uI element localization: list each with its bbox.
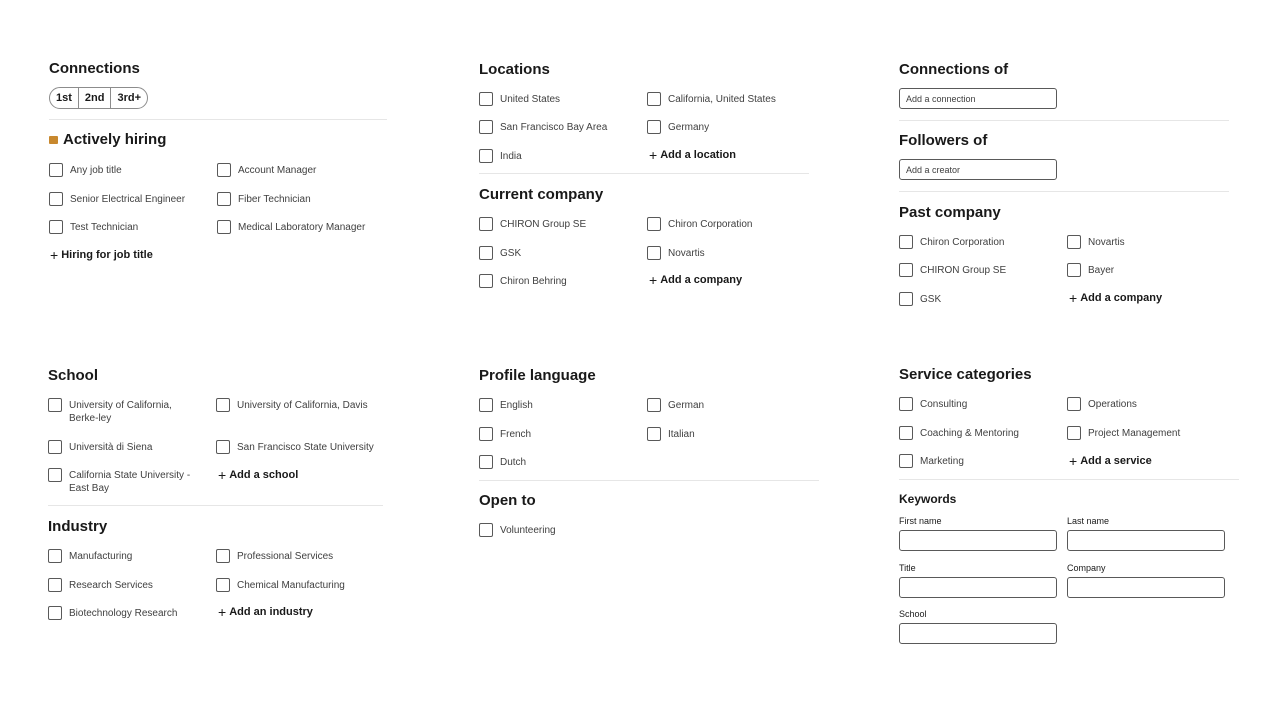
past-company-option[interactable]: [1067, 263, 1114, 277]
plus-icon: +: [649, 146, 658, 163]
industry-option[interactable]: [48, 606, 177, 620]
checkbox[interactable]: [899, 426, 913, 440]
option-label: Operations: [1088, 399, 1137, 410]
option-label: Italian: [668, 429, 695, 440]
option-label: Consulting: [920, 399, 968, 410]
checkbox[interactable]: [479, 274, 493, 288]
option-label: California State University - East Bay: [69, 470, 191, 494]
checkbox[interactable]: [479, 523, 493, 537]
service-option[interactable]: [1067, 426, 1180, 440]
checkbox[interactable]: [899, 397, 913, 411]
option-label: CHIRON Group SE: [920, 265, 1007, 276]
current-company-option[interactable]: [647, 217, 753, 231]
current-company-option[interactable]: [479, 246, 521, 260]
hiring-option[interactable]: [217, 163, 316, 177]
checkbox[interactable]: [48, 398, 62, 412]
plus-icon: +: [218, 466, 227, 483]
checkbox[interactable]: [217, 220, 231, 234]
locations-title: Locations: [479, 61, 550, 78]
checkbox[interactable]: [899, 454, 913, 468]
option-label: Università di Siena: [69, 442, 153, 453]
language-option[interactable]: [479, 427, 531, 441]
add-current-company-button[interactable]: [649, 271, 743, 288]
location-option[interactable]: [647, 120, 709, 134]
open-to-option[interactable]: [479, 523, 556, 537]
current-company-option[interactable]: [479, 274, 567, 288]
school-option[interactable]: [216, 398, 368, 412]
degree-2nd-pill[interactable]: 2nd: [79, 88, 112, 108]
add-label: Add a company: [1080, 292, 1163, 304]
option-label: San Francisco State University: [237, 442, 374, 453]
degree-1st-pill[interactable]: 1st: [50, 88, 79, 108]
past-company-option[interactable]: [899, 235, 1005, 249]
checkbox[interactable]: [48, 606, 62, 620]
followers-of-input[interactable]: [899, 159, 1057, 180]
school-label: School: [899, 609, 927, 619]
option-label: English: [500, 400, 533, 411]
current-company-option[interactable]: [647, 246, 705, 260]
checkbox[interactable]: [48, 440, 62, 454]
industry-option[interactable]: [216, 549, 333, 563]
checkbox[interactable]: [48, 578, 62, 592]
add-service-button[interactable]: [1069, 452, 1152, 469]
hiring-option[interactable]: [49, 163, 122, 177]
checkbox[interactable]: [48, 549, 62, 563]
divider: [899, 120, 1229, 121]
checkbox[interactable]: [216, 549, 230, 563]
option-label: Chiron Corporation: [920, 237, 1005, 248]
option-label: Chemical Manufacturing: [237, 580, 345, 591]
checkbox[interactable]: [49, 220, 63, 234]
checkbox[interactable]: [647, 92, 661, 106]
industry-option[interactable]: [48, 549, 132, 563]
divider: [899, 191, 1229, 192]
option-label: Senior Electrical Engineer: [70, 194, 186, 205]
connection-degree-group: [49, 87, 148, 109]
connections-title: Connections: [49, 60, 140, 77]
service-categories-title: Service categories: [899, 366, 1032, 383]
hiring-option[interactable]: [49, 220, 138, 234]
service-option[interactable]: [1067, 397, 1137, 411]
service-option[interactable]: [899, 454, 964, 468]
option-label: Professional Services: [237, 551, 334, 562]
option-label: GSK: [920, 294, 942, 305]
checkbox[interactable]: [647, 398, 661, 412]
company-label: Company: [1067, 563, 1106, 573]
option-label: Novartis: [668, 248, 705, 259]
checkbox[interactable]: [479, 455, 493, 469]
divider: [479, 480, 819, 481]
plus-icon: +: [649, 271, 658, 288]
location-option[interactable]: [479, 120, 607, 134]
divider: [48, 505, 383, 506]
option-label: Biotechnology Research: [69, 608, 178, 619]
option-label: Project Management: [1088, 428, 1181, 439]
checkbox[interactable]: [217, 163, 231, 177]
divider: [479, 173, 809, 174]
option-label: Any job title: [70, 165, 122, 176]
add-label: Add a service: [1080, 455, 1152, 467]
checkbox[interactable]: [49, 163, 63, 177]
checkbox[interactable]: [479, 149, 493, 163]
checkbox[interactable]: [479, 246, 493, 260]
keywords-title: Keywords: [899, 492, 957, 506]
option-label: University of California, Berke-ley: [69, 400, 172, 424]
current-company-option[interactable]: [479, 217, 586, 231]
school-option[interactable]: [48, 440, 152, 454]
checkbox[interactable]: [479, 398, 493, 412]
industry-option[interactable]: [48, 578, 153, 592]
checkbox[interactable]: [479, 217, 493, 231]
profile-language-title: Profile language: [479, 367, 596, 384]
plus-icon: +: [1069, 452, 1078, 469]
degree-3rd-pill[interactable]: 3rd+: [117, 92, 142, 104]
add-label: Add a location: [660, 149, 736, 161]
followers-of-title: Followers of: [899, 132, 988, 149]
add-location-button[interactable]: [649, 146, 736, 163]
checkbox[interactable]: [647, 120, 661, 134]
option-label: University of California, Davis: [237, 400, 368, 411]
title-input[interactable]: [899, 577, 1057, 598]
location-option[interactable]: [479, 92, 560, 106]
checkbox[interactable]: [1067, 263, 1081, 277]
school-option[interactable]: [216, 440, 374, 454]
title-label: Title: [899, 563, 916, 573]
option-label: Medical Laboratory Manager: [238, 222, 366, 233]
divider: [49, 119, 387, 120]
option-label: San Francisco Bay Area: [500, 122, 608, 133]
school-title: School: [48, 367, 99, 384]
divider: [899, 479, 1239, 480]
checkbox[interactable]: [899, 292, 913, 306]
checkbox[interactable]: [1067, 397, 1081, 411]
last-name-input[interactable]: [1067, 530, 1225, 551]
past-company-option[interactable]: [1067, 235, 1125, 249]
checkbox[interactable]: [479, 92, 493, 106]
current-company-title: Current company: [479, 186, 604, 203]
add-label: Add a school: [229, 469, 299, 481]
checkbox[interactable]: [216, 398, 230, 412]
checkbox[interactable]: [1067, 426, 1081, 440]
option-label: CHIRON Group SE: [500, 219, 587, 230]
language-option[interactable]: [479, 455, 526, 469]
option-label: India: [500, 151, 522, 162]
past-company-option[interactable]: [899, 292, 941, 306]
past-company-option[interactable]: [899, 263, 1006, 277]
checkbox[interactable]: [216, 440, 230, 454]
language-option[interactable]: [647, 398, 704, 412]
hiring-option[interactable]: [217, 192, 311, 206]
hiring-option[interactable]: [49, 192, 185, 206]
industry-title: Industry: [48, 518, 108, 535]
option-label: Chiron Corporation: [668, 219, 753, 230]
service-option[interactable]: [899, 426, 1019, 440]
language-option[interactable]: [479, 398, 533, 412]
option-label: Chiron Behring: [500, 276, 567, 287]
option-label: Bayer: [1088, 265, 1115, 276]
add-label: Add an industry: [229, 606, 313, 618]
checkbox[interactable]: [647, 427, 661, 441]
checkbox[interactable]: [1067, 235, 1081, 249]
option-label: Research Services: [69, 580, 153, 591]
option-label: Dutch: [500, 457, 527, 468]
checkbox[interactable]: [217, 192, 231, 206]
option-label: Germany: [668, 122, 710, 133]
add-label: Add a company: [660, 274, 743, 286]
actively-hiring-label: Actively hiring: [63, 131, 167, 148]
option-label: Account Manager: [238, 165, 317, 176]
checkbox[interactable]: [48, 468, 62, 482]
option-label: United States: [500, 94, 561, 105]
school-input[interactable]: [899, 623, 1057, 644]
add-school-button[interactable]: [218, 466, 299, 483]
plus-icon: +: [1069, 289, 1078, 306]
language-option[interactable]: [647, 427, 695, 441]
checkbox[interactable]: [479, 427, 493, 441]
plus-icon: +: [50, 246, 59, 263]
option-label: Volunteering: [500, 525, 556, 536]
option-label: Marketing: [920, 456, 964, 467]
school-option[interactable]: [48, 398, 199, 425]
first-name-label: First name: [899, 516, 942, 526]
checkbox[interactable]: [49, 192, 63, 206]
industry-option[interactable]: [216, 578, 345, 592]
school-option[interactable]: [48, 468, 199, 495]
hiring-icon: [49, 136, 58, 144]
add-label: Hiring for job title: [61, 249, 153, 261]
company-input[interactable]: [1067, 577, 1225, 598]
option-label: Test Technician: [70, 222, 139, 233]
plus-icon: +: [218, 603, 227, 620]
option-label: German: [668, 400, 705, 411]
option-label: Manufacturing: [69, 551, 133, 562]
checkbox[interactable]: [479, 120, 493, 134]
option-label: GSK: [500, 248, 522, 259]
option-label: Novartis: [1088, 237, 1125, 248]
checkbox[interactable]: [899, 235, 913, 249]
option-label: Fiber Technician: [238, 194, 311, 205]
connections-of-title: Connections of: [899, 61, 1009, 78]
checkbox[interactable]: [647, 217, 661, 231]
add-industry-button[interactable]: [218, 603, 313, 620]
checkbox[interactable]: [647, 246, 661, 260]
open-to-title: Open to: [479, 492, 536, 509]
last-name-label: Last name: [1067, 516, 1110, 526]
first-name-input[interactable]: [899, 530, 1057, 551]
connections-of-input[interactable]: [899, 88, 1057, 109]
option-label: California, United States: [668, 94, 776, 105]
service-option[interactable]: [899, 397, 967, 411]
checkbox[interactable]: [216, 578, 230, 592]
past-company-title: Past company: [899, 204, 1001, 221]
option-label: Coaching & Mentoring: [920, 428, 1019, 439]
hiring-option[interactable]: [217, 220, 365, 234]
checkbox[interactable]: [899, 263, 913, 277]
add-past-company-button[interactable]: [1069, 289, 1163, 306]
location-option[interactable]: [479, 149, 522, 163]
actively-hiring-title: [49, 131, 166, 148]
location-option[interactable]: [647, 92, 776, 106]
hiring-for-job-title-button[interactable]: [50, 246, 153, 263]
option-label: French: [500, 429, 532, 440]
